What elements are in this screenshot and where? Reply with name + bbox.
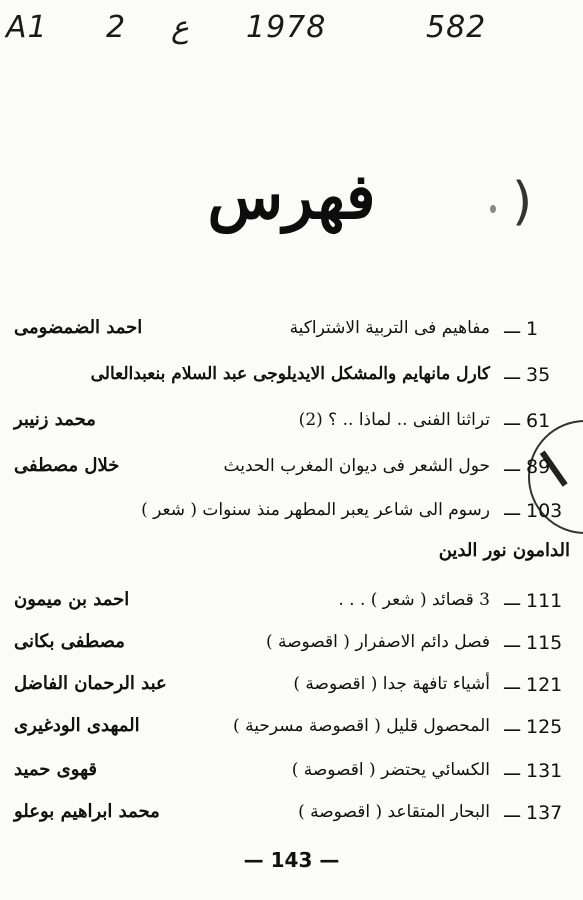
toc-title: حول الشعر فى ديوان المغرب الحديث [223,456,490,476]
toc-title: أشياء تافهة جدا ( اقصوصة ) [293,674,490,694]
toc-author: عبد الرحمان الفاضل [14,673,167,694]
toc-dash: ـــ [504,589,520,610]
catalog-number: 582 [426,10,487,45]
toc-page-number: 89 [526,456,551,478]
toc-title: البحار المتقاعد ( اقصوصة ) [298,802,490,822]
toc-title: تراثنا الفنى .. لماذا .. ؟ (2) [298,410,490,430]
toc-entry [14,410,570,444]
toc-page-number: 115 [526,632,563,654]
toc-entry [14,456,570,490]
toc-entry [14,716,570,750]
issue-number: 2 [106,10,127,45]
toc-dash: ـــ [504,801,520,822]
toc-entry [14,364,570,398]
toc-page-number: 1 [526,318,539,340]
issue-letter: ع [171,10,189,45]
toc-entry [14,318,570,352]
toc-dash: ـــ [504,317,520,338]
toc-title: الكسائي يحتضر ( اقصوصة ) [291,760,490,780]
toc-entry [14,674,570,708]
toc-author: خلال مصطفى [14,455,120,476]
toc-author: احمد بن ميمون [14,589,130,610]
toc-page-number: 103 [526,500,563,522]
toc-author: محمد زنيبر [14,409,96,430]
toc-page-number: 35 [526,364,551,386]
toc-title: فصل دائم الاصفرار ( اقصوصة ) [265,632,490,652]
toc-dash: ـــ [504,631,520,652]
toc-entry [14,632,570,666]
toc-dash: ـــ [504,409,520,430]
toc-dash: ـــ [504,673,520,694]
toc-continuation-line [14,540,570,574]
toc-dash: ـــ [504,759,520,780]
toc-author: المهدى الودغيرى [14,715,140,736]
toc-title: رسوم الى شاعر يعبر المطهر منذ سنوات ( شعر ) [141,500,490,520]
toc-title: 3 قصائد ( شعر ) . . . [338,590,490,610]
toc-author: مصطفى بكانى [14,631,125,652]
toc-entry [14,760,570,794]
page-title: فهرس [207,160,376,233]
catalog-code: A1 [6,10,48,45]
toc-title: كارل مانهايم والمشكل الايديلوجى عبد السلام بنعبدالعالى [90,364,490,384]
toc-entry [14,802,570,836]
toc-dash: ـــ [504,455,520,476]
toc-title: مفاهيم فى التربية الاشتراكية [289,318,490,338]
toc-entry [14,500,570,534]
toc-author: الدامون نور الدين [438,540,570,561]
toc-author: قهوى حميد [14,759,97,780]
page-number: — 143 — [243,848,340,872]
toc-page-number: 111 [526,590,563,612]
bracket-mark: ) [512,172,533,232]
toc-entry [14,590,570,624]
toc-page-number: 61 [526,410,551,432]
toc-author: احمد الضمضومى [14,317,143,338]
toc-dash: ـــ [504,499,520,520]
toc-dash: ـــ [504,715,520,736]
toc-page-number: 125 [526,716,563,738]
toc-page-number: 121 [526,674,563,696]
toc-title: المحصول قليل ( اقصوصة مسرحية ) [233,716,490,736]
toc-dash: ـــ [504,363,520,384]
toc-author: محمد ابراهيم بوعلو [14,801,160,822]
toc-page-number: 137 [526,802,563,824]
toc-page-number: 131 [526,760,563,782]
issue-year: 1978 [246,10,327,45]
